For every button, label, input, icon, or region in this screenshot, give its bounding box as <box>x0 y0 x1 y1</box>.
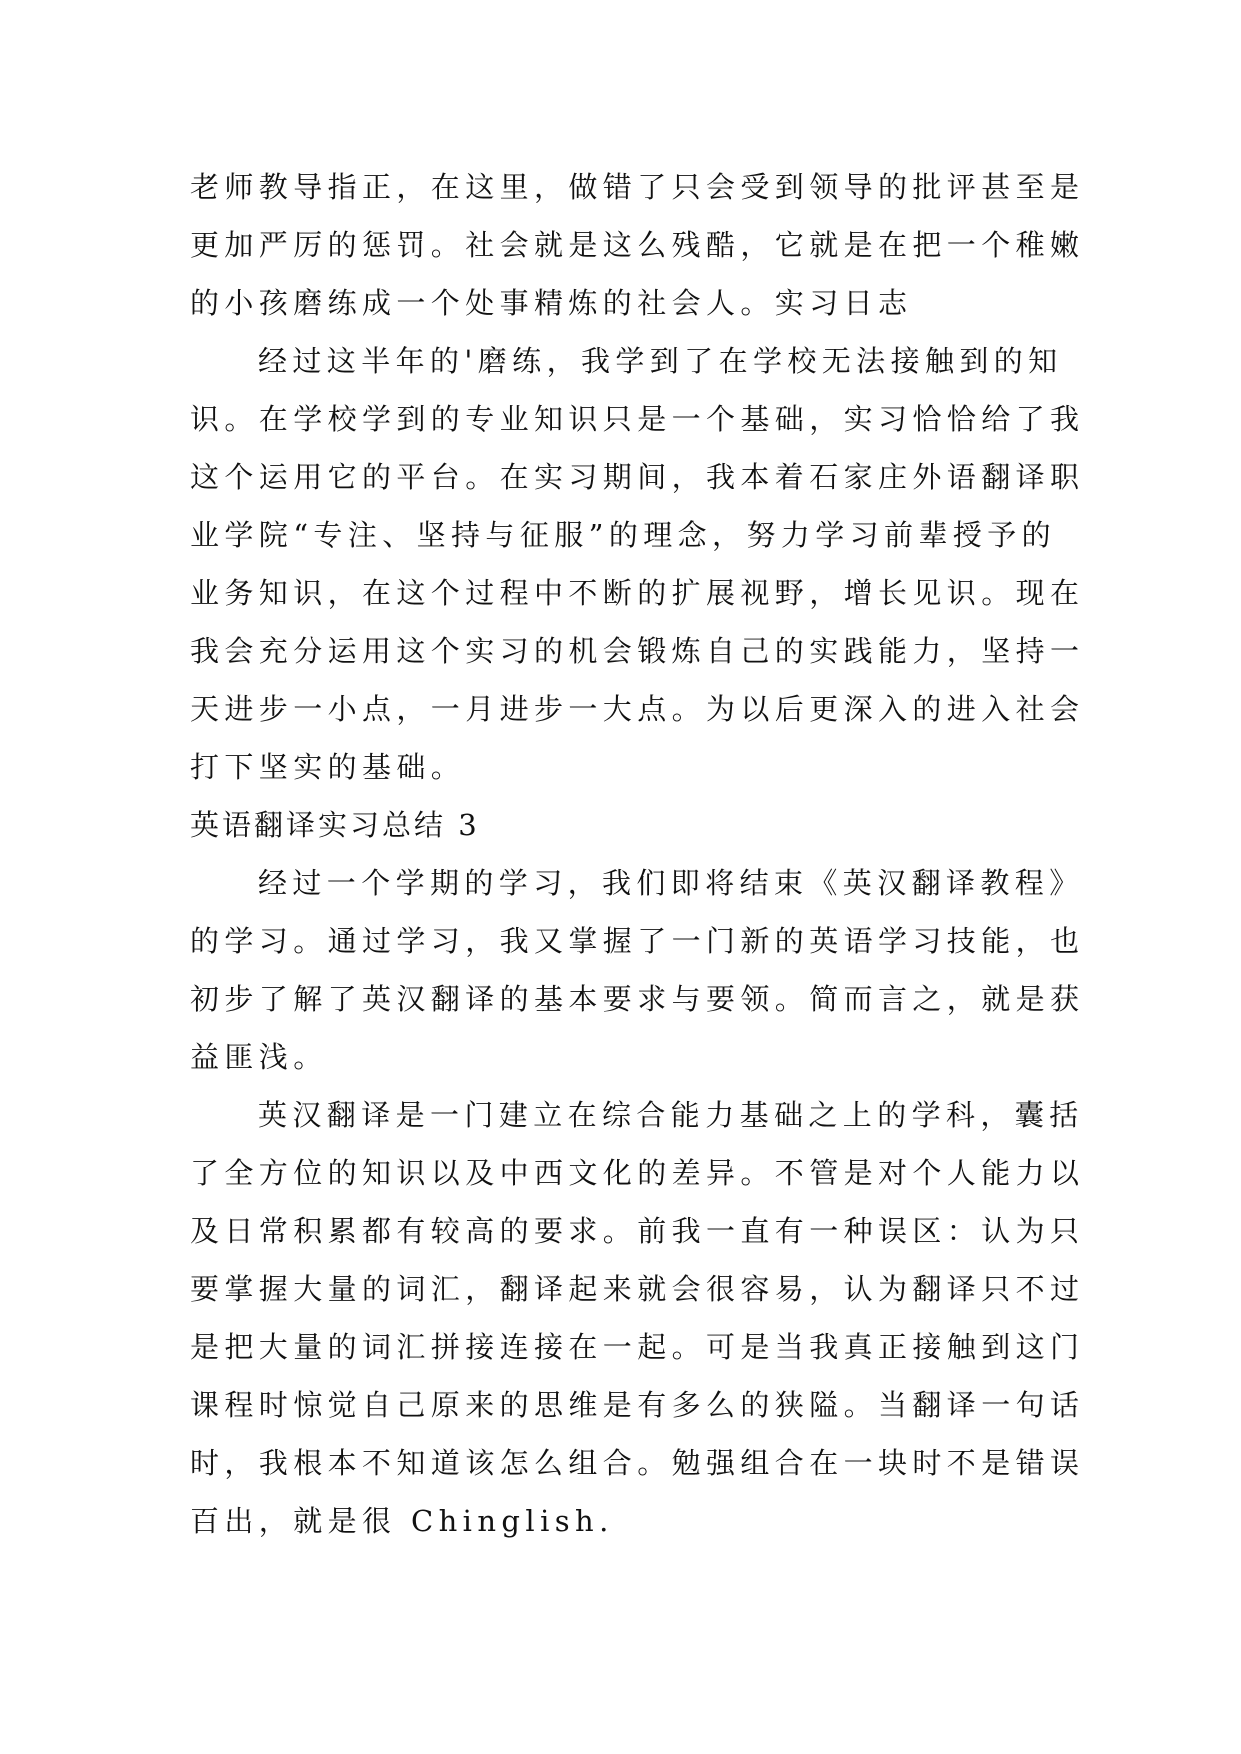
text-line: 百出，就是很 Chinglish. <box>190 1504 614 1538</box>
text-line: 的小孩磨练成一个处事精炼的社会人。实习日志 <box>190 286 913 320</box>
text-line: 了全方位的知识以及中西文化的差异。不管是对个人能力以 <box>190 1156 1085 1190</box>
text-line: 的学习。通过学习，我又掌握了一门新的英语学习技能，也 <box>190 924 1085 958</box>
text-line: 识。在学校学到的专业知识只是一个基础，实习恰恰给了我 <box>190 402 1085 436</box>
text-line: 时，我根本不知道该怎么组合。勉强组合在一块时不是错误 <box>190 1446 1085 1480</box>
text-line: 课程时惊觉自己原来的思维是有多么的狭隘。当翻译一句话 <box>190 1388 1085 1422</box>
document-body <box>190 158 1085 1550</box>
text-line: 初步了解了英汉翻译的基本要求与要领。简而言之，就是获 <box>190 982 1085 1016</box>
text-line: 我会充分运用这个实习的机会锻炼自己的实践能力，坚持一 <box>190 634 1085 668</box>
text-line: 打下坚实的基础。 <box>190 750 466 784</box>
text-line: 要掌握大量的词汇，翻译起来就会很容易，认为翻译只不过 <box>190 1272 1085 1306</box>
section-heading: 英语翻译实习总结 3 <box>190 808 480 842</box>
text-line: 这个运用它的平台。在实习期间，我本着石家庄外语翻译职 <box>190 460 1085 494</box>
text-line: 业务知识，在这个过程中不断的扩展视野，增长见识。现在 <box>190 576 1085 610</box>
text-line: 天进步一小点，一月进步一大点。为以后更深入的进入社会 <box>190 692 1085 726</box>
paragraph-start-line: 英汉翻译是一门建立在综合能力基础之上的学科，囊括 <box>258 1098 1084 1132</box>
text-line: 更加严厉的惩罚。社会就是这么残酷，它就是在把一个稚嫩 <box>190 228 1085 262</box>
text-line: 业学院“专注、坚持与征服”的理念，努力学习前辈授予的 <box>190 518 1057 552</box>
text-line: 及日常积累都有较高的要求。前我一直有一种误区：认为只 <box>190 1214 1085 1248</box>
text-line: 是把大量的词汇拼接连接在一起。可是当我真正接触到这门 <box>190 1330 1085 1364</box>
paragraph-start-line: 经过一个学期的学习，我们即将结束《英汉翻译教程》 <box>258 866 1084 900</box>
text-line: 益匪浅。 <box>190 1040 328 1074</box>
text-line: 老师教导指正，在这里，做错了只会受到领导的批评甚至是 <box>190 170 1085 204</box>
paragraph-start-line: 经过这半年的'磨练，我学到了在学校无法接触到的知 <box>258 344 1063 378</box>
